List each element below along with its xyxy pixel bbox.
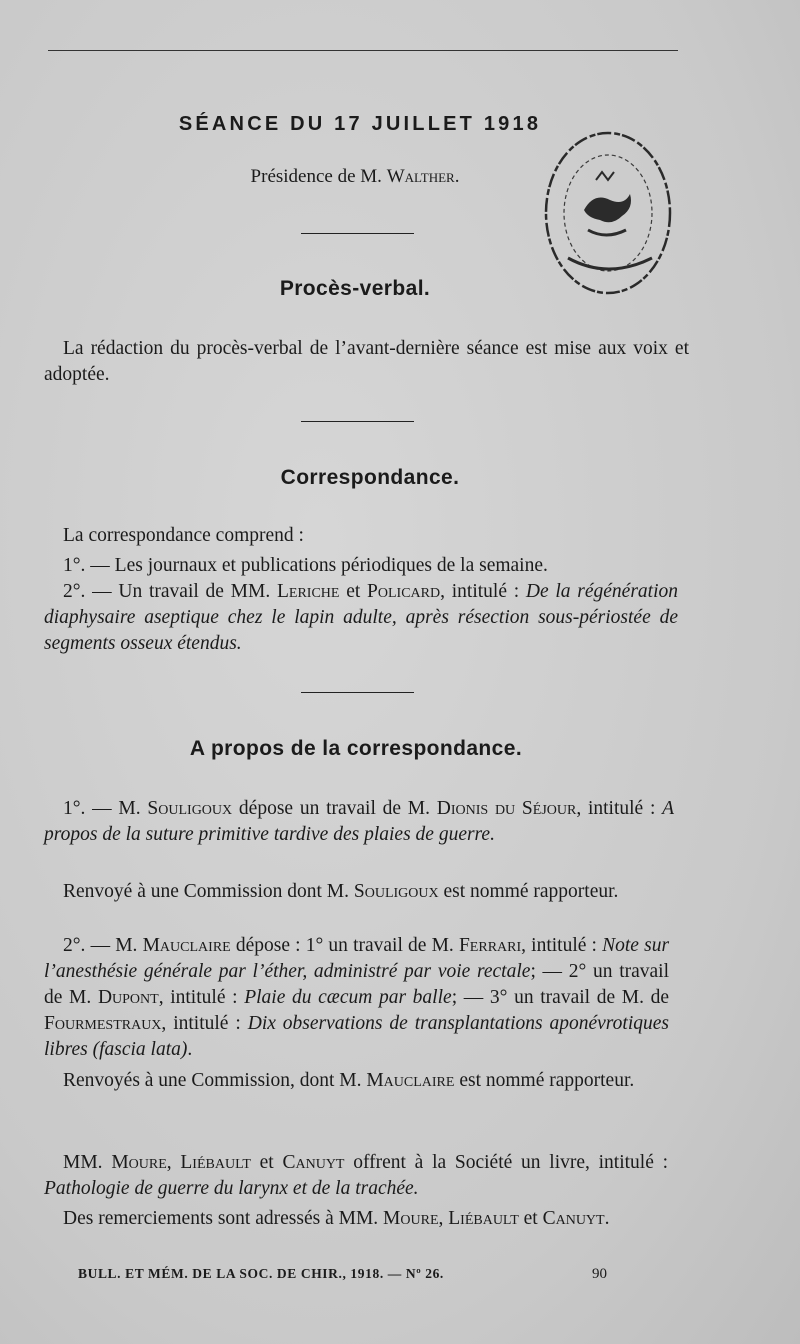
p6-prefix: Des remerciements sont adressés à MM. bbox=[63, 1208, 379, 1229]
p3-g: ; — 3° un travail de M. de bbox=[451, 987, 670, 1008]
apropos-renvoi-1 bbox=[44, 879, 666, 905]
presidence-name: Walther. bbox=[386, 166, 460, 187]
footer-journal: BULL. ET MÉM. DE LA SOC. DE CHIR., 1918. — Nº 26. bbox=[78, 1266, 444, 1281]
p1-prefix: 1°. — M. bbox=[63, 798, 141, 819]
section-divider bbox=[301, 421, 414, 422]
item2-prefix: 2°. — Un travail de MM. bbox=[63, 581, 271, 602]
p3-c: , intitulé : bbox=[521, 935, 597, 956]
p5-and: et bbox=[259, 1152, 274, 1173]
author-moure: Moure bbox=[111, 1152, 167, 1173]
item2-intitule: , intitulé : bbox=[440, 581, 520, 602]
p3-d: ; — 2° un travail de M. bbox=[44, 961, 670, 1008]
author-liebault: Liébault bbox=[180, 1152, 251, 1173]
p3-i: , intitulé : bbox=[161, 1013, 241, 1034]
top-rule bbox=[48, 50, 678, 51]
correspondance-item-2 bbox=[44, 579, 678, 657]
p3-title-3b: (fascia lata) bbox=[92, 1039, 188, 1060]
apropos-remerciements: Des remerciements sont adressés à MM. Moure, Liébault et Canuyt. bbox=[63, 1208, 610, 1229]
apropos-title: A propos de la correspondance. bbox=[189, 737, 523, 760]
p2-prefix: Renvoyé à une Commission dont M. bbox=[63, 881, 349, 902]
p3-prefix: 2°. — M. bbox=[63, 935, 138, 956]
presidence-prefix: Présidence de M. bbox=[250, 166, 382, 187]
author-canuyt: Canuyt bbox=[282, 1152, 345, 1173]
author-mauclaire: Mauclaire bbox=[142, 935, 231, 956]
correspondance-item-1: 1°. — Les journaux et publications périodiques de la semaine. bbox=[63, 555, 548, 576]
author-dupont: Dupont bbox=[97, 987, 159, 1008]
section-divider bbox=[301, 692, 414, 693]
p4-prefix: Renvoyés à une Commission, dont M. bbox=[63, 1070, 362, 1091]
author-policard: Policard bbox=[367, 581, 441, 602]
author-ferrari: Ferrari bbox=[458, 935, 522, 956]
p5-book-title: Pathologie de guerre du larynx et de la trachée. bbox=[44, 1178, 419, 1199]
section-divider bbox=[301, 233, 414, 234]
apropos-renvoi-2 bbox=[44, 1068, 668, 1094]
p5-prefix: MM. bbox=[63, 1152, 103, 1173]
p3-title-2: Plaie du cæcum par balle bbox=[244, 987, 452, 1008]
author-fourmestraux: Fourmestraux bbox=[44, 1013, 162, 1034]
p3-title-1: Note sur l’anesthésie générale par l’éther, administré par voie rectale bbox=[44, 935, 670, 982]
rapporteur-souligoux: Souligoux bbox=[353, 881, 439, 902]
apropos-livre: MM. Moure, Liébault et Canuyt offrent à la Société un livre, intitulé : Pathologie de guerre du larynx et de la trachée. bbox=[44, 1152, 669, 1199]
seance-title: SÉANCE DU 17 JUILLET 1918 bbox=[178, 113, 542, 135]
apropos-item-1 bbox=[44, 796, 674, 848]
apropos-item-2: 2°. — M. Mauclaire dépose : 1° un travail de M. Ferrari, intitulé : Note sur l’anesthésie générale par l’éther, administré par voie rectale; — 2° un travail de M. Dupont, intitulé : Plaie du cæcum par balle; — 3° un travail de M. de Fourmestraux, intitulé : Dix observations de transplantations aponévrotiques libres (fascia lata). bbox=[44, 935, 670, 1060]
correspondance-intro: La correspondance comprend : bbox=[63, 525, 304, 546]
item2-work-title: De la régénération diaphysaire aseptique chez le lapin adulte, après résection sous-périostée de segments osseux étendus. bbox=[44, 581, 679, 654]
author-souligoux: Souligoux bbox=[147, 798, 233, 819]
rapporteur-mauclaire: Mauclaire bbox=[366, 1070, 455, 1091]
library-stamp bbox=[536, 118, 686, 298]
p5-mid: offrent à la Société un livre, intitulé : bbox=[353, 1152, 669, 1173]
p1-intitule: , intitulé : bbox=[576, 798, 656, 819]
p2-suffix: est nommé rapporteur. bbox=[443, 881, 619, 902]
item2-and: et bbox=[346, 581, 361, 602]
p1-work-title: A propos de la suture primitive tardive des plaies de guerre. bbox=[44, 798, 675, 845]
p4-suffix: est nommé rapporteur. bbox=[459, 1070, 635, 1091]
author-dionis: Dionis du Séjour bbox=[436, 798, 577, 819]
p3-title-3: Dix observations de transplantations aponévrotiques libres bbox=[44, 1013, 669, 1060]
p3-f: , intitulé : bbox=[158, 987, 238, 1008]
thanks-moure: Moure bbox=[383, 1208, 439, 1229]
p3-a: dépose : 1° un travail de M. bbox=[235, 935, 454, 956]
proces-verbal-text: La rédaction du procès-verbal de l’avant-dernière séance est mise aux voix et adoptée. bbox=[44, 338, 689, 385]
author-leriche: Leriche bbox=[276, 581, 340, 602]
proces-verbal-title: Procès-verbal. bbox=[279, 277, 431, 300]
p1-mid: dépose un travail de M. bbox=[238, 798, 431, 819]
thanks-liebault: Liébault bbox=[448, 1208, 519, 1229]
correspondance-title: Correspondance. bbox=[280, 466, 460, 489]
thanks-canuyt: Canuyt bbox=[542, 1208, 605, 1229]
page-number: 90 bbox=[592, 1266, 607, 1282]
p6-and: et bbox=[523, 1208, 538, 1229]
